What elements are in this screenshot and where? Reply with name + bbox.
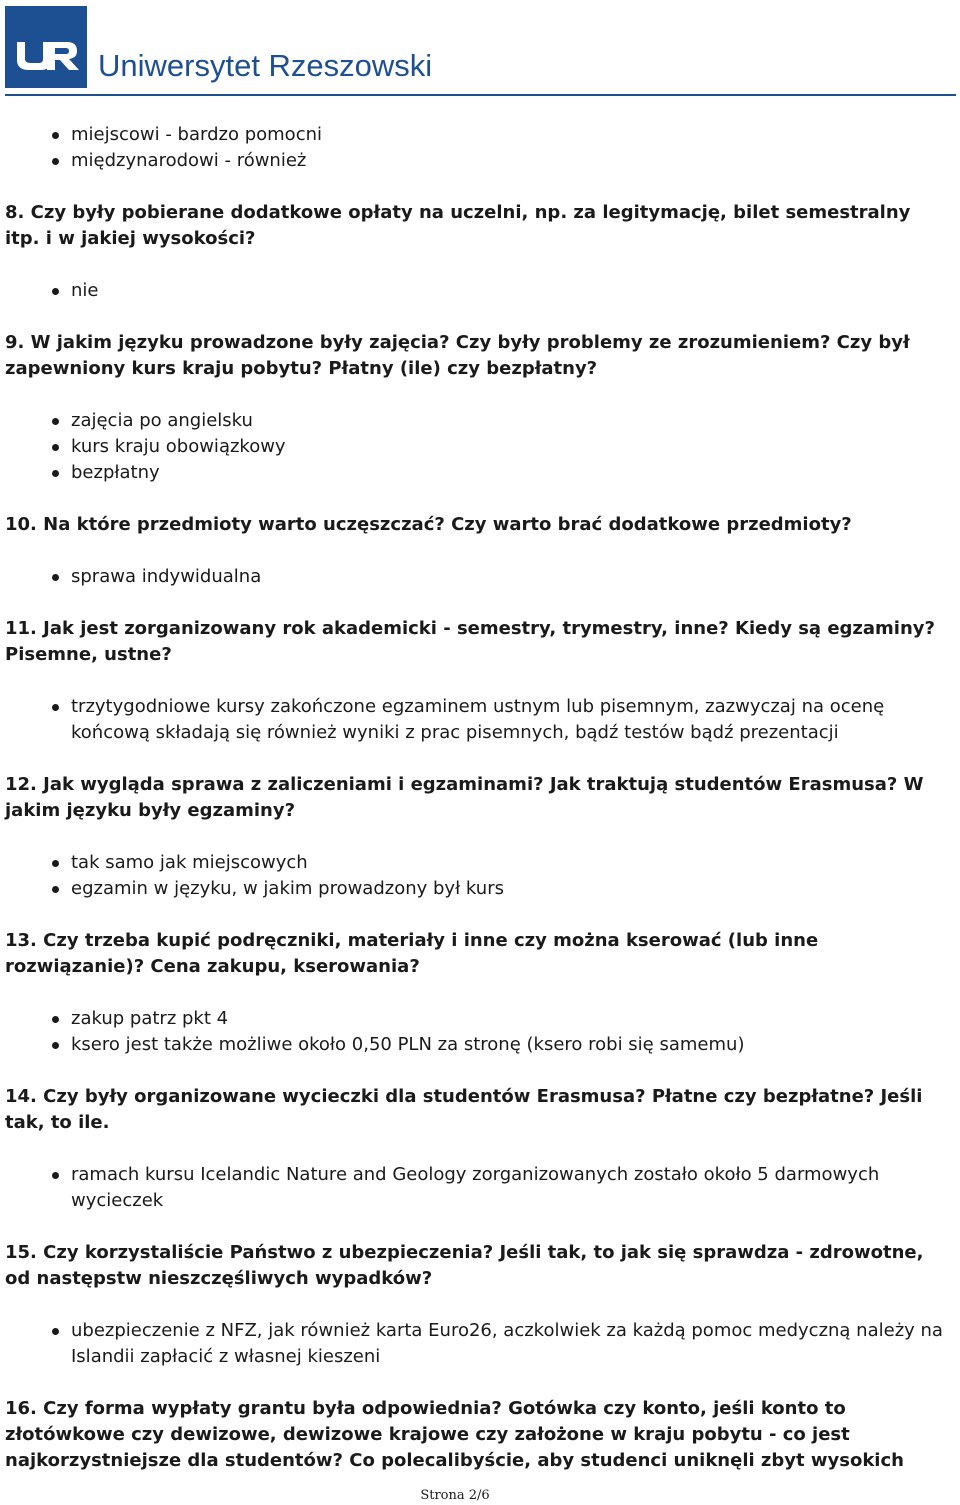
university-name: Uniwersytet Rzeszowski xyxy=(98,48,433,83)
answer-item: sprawa indywidualna xyxy=(5,564,950,590)
answer-item: nie xyxy=(5,278,950,304)
question-heading: 9. W jakim języku prowadzone były zajęcia? Czy były problemy ze zrozumieniem? Czy był zapewniony kurs kraju pobytu? Płatny (ile) czy bezpłatny? xyxy=(5,332,910,379)
answer-list xyxy=(5,1318,950,1370)
answer-item: miejscowi - bardzo pomocni xyxy=(5,122,950,148)
answer-item: egzamin w języku, w jakim prowadzony był kurs xyxy=(5,876,950,902)
page-header xyxy=(0,0,960,100)
document-body xyxy=(5,122,950,1500)
intro-answer-list xyxy=(5,122,950,174)
answer-list xyxy=(5,1006,950,1058)
answer-item: tak samo jak miejscowych xyxy=(5,850,950,876)
answer-item: ksero jest także możliwe około 0,50 PLN za stronę (ksero robi się samemu) xyxy=(5,1032,950,1058)
header-divider xyxy=(5,94,956,96)
answer-list xyxy=(5,408,950,486)
answer-item: bezpłatny xyxy=(5,460,950,486)
ur-logo-icon xyxy=(5,6,87,88)
answer-list xyxy=(5,850,950,902)
question-heading: 13. Czy trzeba kupić podręczniki, materiały i inne czy można kserować (lub inne rozwiązanie)? Cena zakupu, kserowania? xyxy=(5,930,819,977)
question-heading: 11. Jak jest zorganizowany rok akademicki - semestry, trymestry, inne? Kiedy są egzaminy? Pisemne, ustne? xyxy=(5,618,935,665)
answer-item: międzynarodowi - również xyxy=(5,148,950,174)
question-heading: 15. Czy korzystaliście Państwo z ubezpieczenia? Jeśli tak, to jak się sprawdza - zdrowotne, od następstw nieszczęśliwych wypadków? xyxy=(5,1242,924,1289)
answer-list xyxy=(5,694,950,746)
question-heading: 10. Na które przedmioty warto uczęszczać? Czy warto brać dodatkowe przedmioty? xyxy=(5,514,852,535)
question-heading: 8. Czy były pobierane dodatkowe opłaty na uczelni, np. za legitymację, bilet semestralny itp. i w jakiej wysokości? xyxy=(5,202,911,249)
page-number: Strona 2/6 xyxy=(420,1488,490,1503)
question-heading: 12. Jak wygląda sprawa z zaliczeniami i egzaminami? Jak traktują studentów Erasmusa? W jakim języku były egzaminy? xyxy=(5,774,924,821)
answer-item: zakup patrz pkt 4 xyxy=(5,1006,950,1032)
question-heading: 16. Czy forma wypłaty grantu była odpowiednia? Gotówka czy konto, jeśli konto to złotówkowe czy dewizowe, dewizowe krajowe czy założone w kraju pobytu - co jest najkorzystniejsze dla studentów? Co polecalibyście, aby studenci uniknęli zbyt wysokich xyxy=(5,1398,904,1471)
answer-list xyxy=(5,278,950,304)
answer-item: trzytygodniowe kursy zakończone egzaminem ustnym lub pisemnym, zazwyczaj na ocenę końcową składają się również wyniki z prac pisemnych, bądź testów bądź prezentacji xyxy=(5,694,950,746)
answer-list xyxy=(5,564,950,590)
answer-list xyxy=(5,1162,950,1214)
answer-item: zajęcia po angielsku xyxy=(5,408,950,434)
answer-item: ubezpieczenie z NFZ, jak również karta Euro26, aczkolwiek za każdą pomoc medyczną należy na Islandii zapłacić z własnej kieszeni xyxy=(5,1318,950,1370)
answer-item: ramach kursu Icelandic Nature and Geology zorganizowanych zostało około 5 darmowych wycieczek xyxy=(5,1162,950,1214)
answer-item: kurs kraju obowiązkowy xyxy=(5,434,950,460)
question-heading: 14. Czy były organizowane wycieczki dla studentów Erasmusa? Płatne czy bezpłatne? Jeśli tak, to ile. xyxy=(5,1086,923,1133)
university-logo xyxy=(5,6,87,88)
